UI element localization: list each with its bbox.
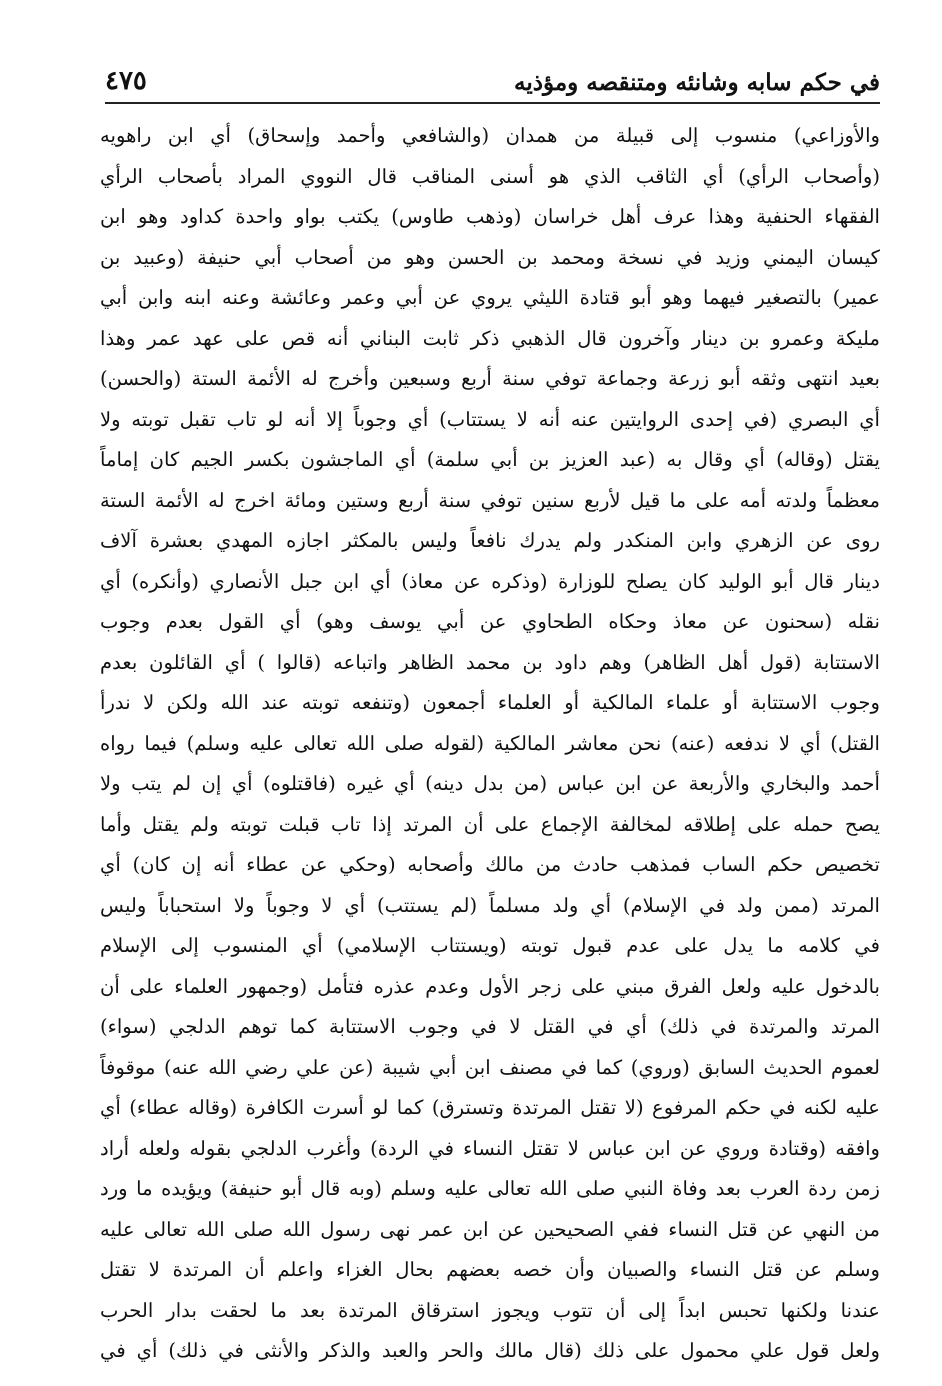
text-line: لعموم الحديث السابق (وروي) كما في مصنف ابن أبي شيبة (عن علي رضي الله عنه) موقوفاً <box>100 1055 880 1079</box>
text-line: وجوب الاستتابة أو علماء المالكية أو العلماء أجمعون (وتنفعه توبته عند الله ولكن لا ندرأ <box>100 691 880 714</box>
text-line: يقتل (وقاله) أي وقال به (عبد العزيز بن أبي سلمة) أي الماجشون بكسر الجيم كان إماماً <box>100 448 880 471</box>
text-line: يصح حمله على إطلاقه لمخالفة الإجماع على أن المرتد إذا تاب قبلت توبته ولم يقتل وأما <box>100 812 880 836</box>
text-line: كيسان اليمني وزيد في نسخة ومحمد بن الحسن وهو من أصحاب أبي حنيفة (وعبيد بن <box>100 245 880 269</box>
text-line: (وأصحاب الرأي) أي الثاقب الذي هو أسنى المناقب قال النووي المراد بأصحاب الرأي <box>100 164 880 188</box>
text-line: ولعل قول علي محمول على ذلك (قال مالك والحر والعبد والذكر والأنثى في ذلك) أي في <box>100 1339 880 1362</box>
text-line: عليه لكنه في حكم المرفوع (لا تقتل المرتدة وتسترق) كما لو أسرت الكافرة (وقاله عطاء) أي <box>100 1096 880 1119</box>
text-line: عندنا ولكنها تحبس ابداً إلى أن تتوب ويجوز استرقاق المرتدة بعد ما لحقت بدار الحرب <box>100 1298 880 1322</box>
text-line: بالدخول عليه ولعل الفرق مبني على زجر الأول وعدم عذره فتأمل (وجمهور العلماء على أن <box>100 974 880 998</box>
page-number: ٤٧٥ <box>105 66 147 96</box>
text-line: زمن ردة العرب بعد وفاة النبي صلى الله تعالى عليه وسلم (وبه قال أبو حنيفة) ويؤيده ما ورد <box>100 1177 880 1200</box>
text-line: الفقهاء الحنفية وهذا عرف أهل خراسان (وذهب طاوس) يكتب بواو واحدة كداود وهو ابن <box>100 205 880 228</box>
text-line: من النهي عن قتل النساء ففي الصحيحين عن ابن عمر نهى رسول الله صلى الله تعالى عليه <box>100 1217 880 1241</box>
text-line: معظماً ولدته أمه على ما قيل لأربع سنين توفي سنة أربع وستين ومائة اخرج له الأئمة الستة <box>100 488 880 512</box>
text-line: المرتد (ممن ولد في الإسلام) أي ولد مسلماً (لم يستتب) أي لا وجوباً ولا استحباباً وليس <box>100 893 880 917</box>
text-line: القتل) أي لا ندفعه (عنه) نحن معاشر المالكية (لقوله صلى الله تعالى عليه وسلم) فيما رواه <box>100 731 880 755</box>
text-line: بعيد انتهى وثقه أبو زرعة وجماعة توفي سنة أربع وسبعين وأخرج له الأئمة الستة (والحسن) <box>100 367 880 390</box>
text-line: وسلم عن قتل النساء والصبيان وأن خصه بعضهم بحال الغزاء واعلم أن المرتدة لا تقتل <box>100 1258 880 1281</box>
text-line: عمير) بالتصغير فيهما وهو أبو قتادة الليثي يروي عن أبي وعمر وعائشة وعنه ابنه وابن أبي <box>100 286 880 309</box>
text-line: روى عن الزهري وابن المنكدر ولم يدرك نافعاً وليس بالمكثر اجازه المهدي بعشرة آلاف <box>100 529 880 552</box>
text-line: دينار قال أبو الوليد كان يصلح للوزارة (وذكره عن معاذ) أي ابن جبل الأنصاري (وأنكره) أي <box>100 569 880 593</box>
text-line: مليكة وعمرو بن دينار وآخرون قال الذهبي ذكر ثابت البناني أنه قص على عهد عمر وهذا <box>100 326 880 350</box>
text-line: تخصيص حكم الساب فمذهب حادث من مالك وأصحابه (وحكي عن عطاء أنه إن كان) أي <box>100 853 880 876</box>
text-line: الاستتابة (قول أهل الظاهر) وهم داود بن محمد الظاهر واتباعه (قالوا ) أي القائلون بعدم <box>100 650 880 674</box>
text-line: أحمد والبخاري والأربعة عن ابن عباس (من بدل دينه) أي غيره (فاقتلوه) أي إن لم يتب ولا <box>100 772 880 795</box>
text-line: والأوزاعي) منسوب إلى قبيلة من همدان (والشافعي وأحمد وإسحاق) أي ابن راهويه <box>100 124 880 147</box>
text-line: وافقه (وقتادة وروي عن ابن عباس لا تقتل النساء في الردة) وأغرب الدلجي بقوله ولعله أراد <box>100 1136 880 1160</box>
page-header <box>105 52 880 104</box>
text-line: أي البصري (في إحدى الروايتين عنه أنه لا يستتاب) أي وجوباً إلا أنه لو تاب تقبل توبته ولا <box>100 407 880 431</box>
running-title: في حكم سابه وشانئه ومتنقصه ومؤذيه <box>513 69 880 96</box>
body-text <box>100 116 880 1372</box>
text-line: في كلامه ما يدل على عدم قبول توبته (ويستتاب الإسلامي) أي المنسوب إلى الإسلام <box>100 934 880 957</box>
text-line: المرتد والمرتدة في ذلك) أي في القتل لا في وجوب الاستتابة كما توهم الدلجي (سواء) <box>100 1015 880 1038</box>
text-line: نقله (سحنون عن معاذ وحكاه الطحاوي عن أبي يوسف وهو) أي القول بعدم وجوب <box>100 610 880 633</box>
